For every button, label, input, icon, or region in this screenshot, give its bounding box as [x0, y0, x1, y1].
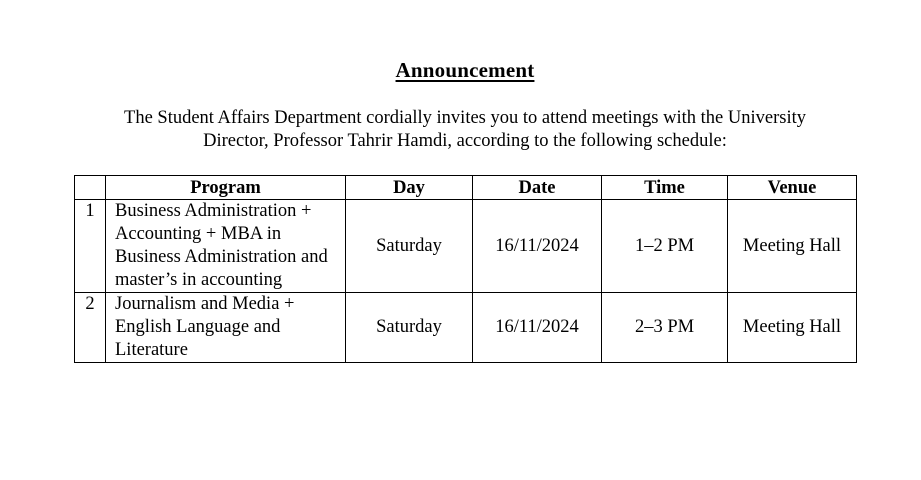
header-number	[75, 176, 106, 200]
table-row	[75, 293, 857, 363]
row-program: Business Administration + Accounting + MBA in Business Administration and master’s in accounting	[106, 200, 346, 293]
header-venue: Venue	[728, 176, 857, 200]
row-date: 16/11/2024	[473, 293, 602, 363]
header-program: Program	[106, 176, 346, 200]
row-number: 2	[75, 293, 106, 363]
row-time: 1–2 PM	[602, 200, 728, 293]
row-number: 1	[75, 200, 106, 293]
row-day: Saturday	[346, 293, 473, 363]
intro-line-2: Director, Professor Tahrir Hamdi, according to the following schedule:	[203, 131, 727, 151]
table-header-row	[75, 176, 857, 200]
row-venue: Meeting Hall	[728, 293, 857, 363]
row-venue: Meeting Hall	[728, 200, 857, 293]
announcement-title: Announcement	[395, 58, 535, 82]
schedule-table	[74, 175, 857, 363]
announcement-intro	[60, 107, 870, 153]
table-row	[75, 200, 857, 293]
row-time: 2–3 PM	[602, 293, 728, 363]
row-program: Journalism and Media + English Language and Literature	[106, 293, 346, 363]
row-day: Saturday	[346, 200, 473, 293]
header-day: Day	[346, 176, 473, 200]
header-date: Date	[473, 176, 602, 200]
row-date: 16/11/2024	[473, 200, 602, 293]
intro-line-1: The Student Affairs Department cordially invites you to attend meetings with the University	[124, 108, 806, 128]
header-time: Time	[602, 176, 728, 200]
